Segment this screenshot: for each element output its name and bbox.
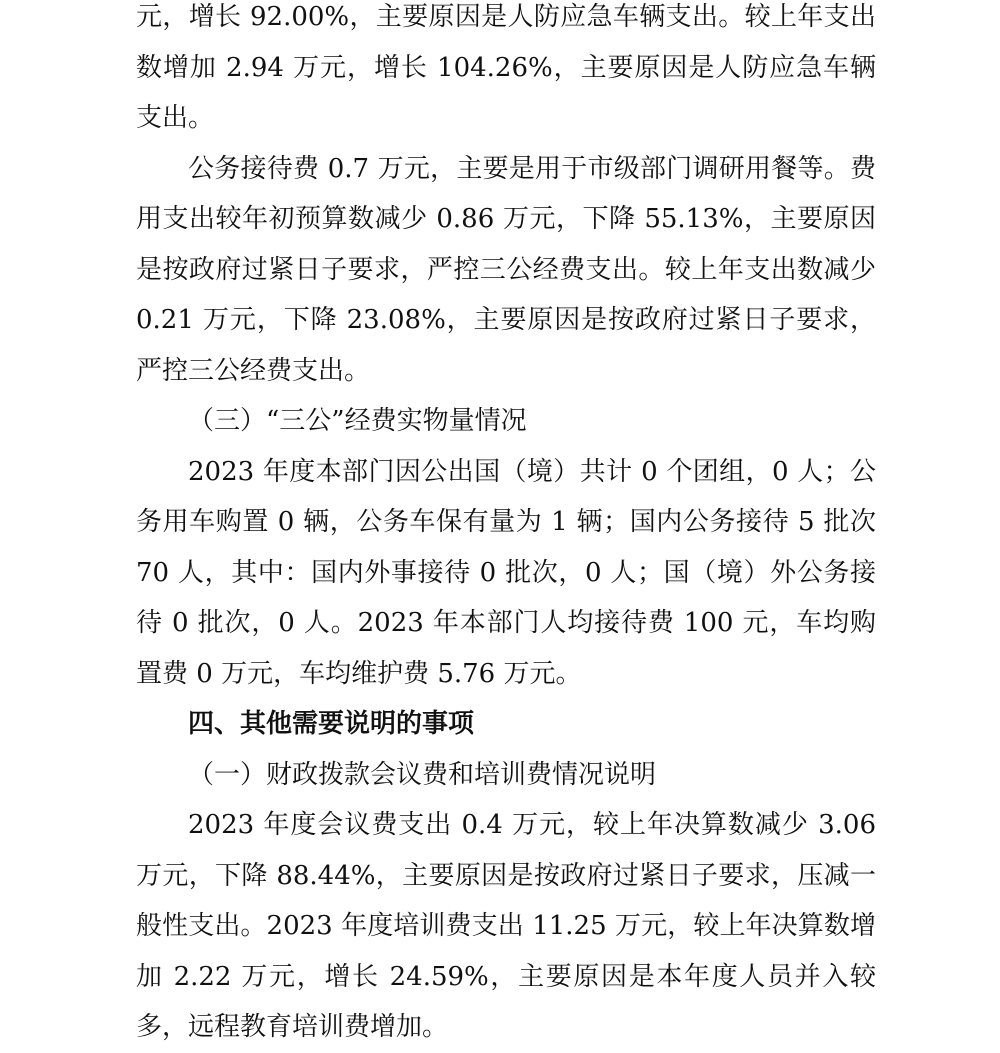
- meeting-training-paragraph: 2023 年度会议费支出 0.4 万元，较上年决算数减少 3.06 万元，下降 88.44%，主要原因是按政府过紧日子要求，压减一般性支出。2023 年度培训费支出 11.25 万元，较上年决算数增加 2.22 万元，增长 24.59%，主要原因是本年度人员并入较多，远程教育培训费增加。: [136, 810, 876, 1042]
- section-heading-meeting-training: （一）财政拨款会议费和培训费情况说明: [188, 759, 657, 790]
- document-page: [136, 0, 876, 1043]
- section-heading-other-matters: 四、其他需要说明的事项: [188, 709, 475, 739]
- physical-quantity-paragraph: 2023 年度本部门因公出国（境）共计 0 个团组，0 人；公务用车购置 0 辆，公务车保有量为 1 辆；国内公务接待 5 批次 70 人，其中：国内外事接待 0 批次，0 人；国（境）外公务接待 0 批次，0 人。2023 年本部门人均接待费 100 元，车均购置费 0 万元，车均维护费 5.76 万元。: [136, 456, 876, 689]
- section-heading-physical-quantity: （三）“三公”经费实物量情况: [188, 406, 527, 436]
- continued-paragraph: 元，增长 92.00%，主要原因是人防应急车辆支出。较上年支出数增加 2.94 万元，增长 104.26%，主要原因是人防应急车辆支出。: [136, 2, 876, 133]
- reception-expense-paragraph: 公务接待费 0.7 万元，主要是用于市级部门调研用餐等。费用支出较年初预算数减少 0.86 万元，下降 55.13%，主要原因是按政府过紧日子要求，严控三公经费支出。较上年支出数减少 0.21 万元，下降 23.08%，主要原因是按政府过紧日子要求，严控三公经费支出。: [136, 153, 876, 386]
